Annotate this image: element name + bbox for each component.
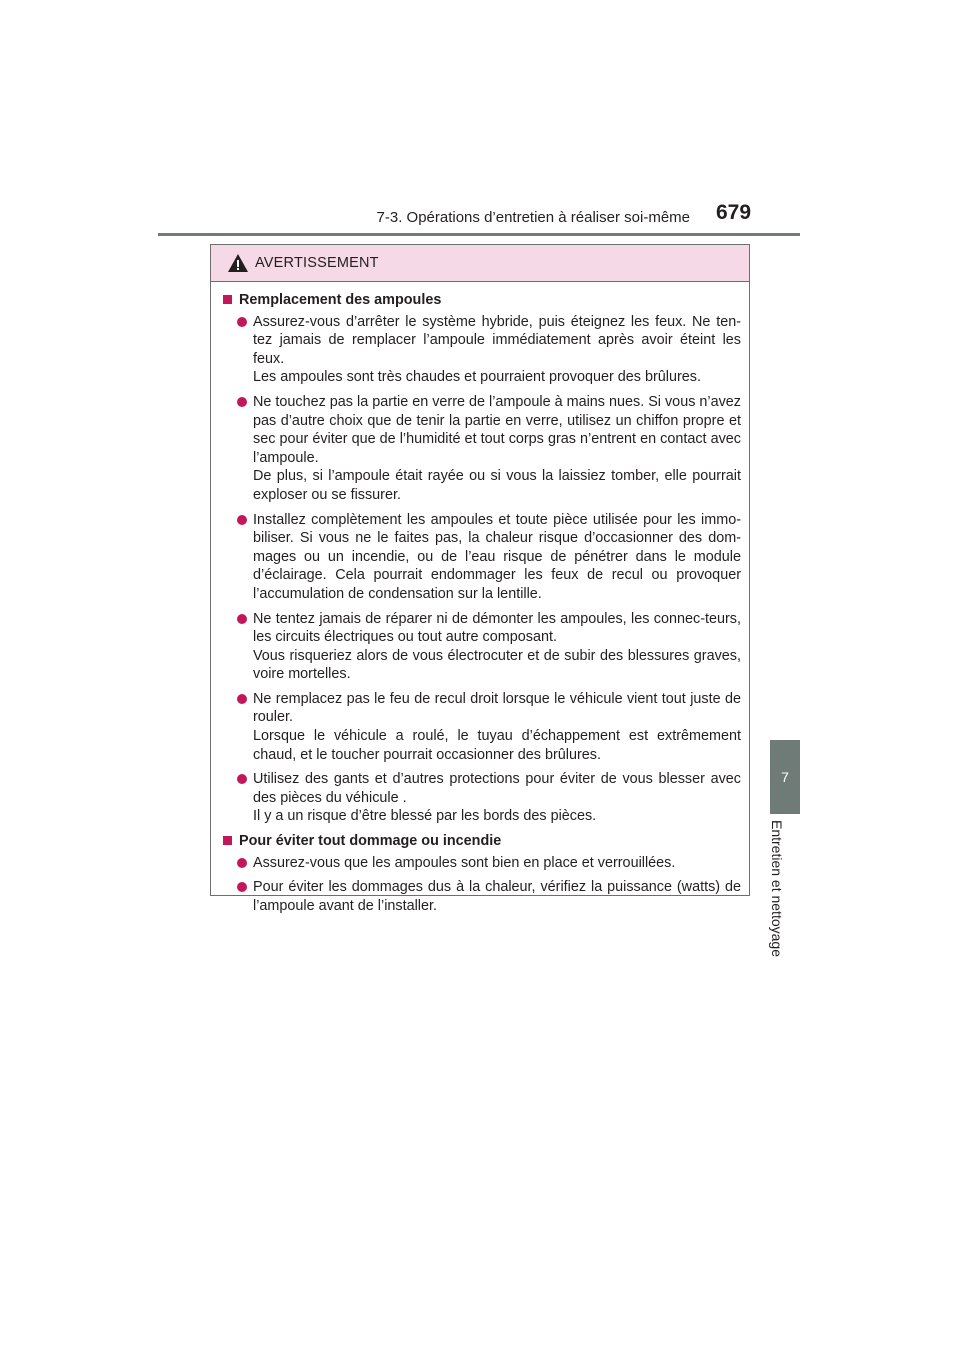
list-item	[221, 393, 741, 505]
list-item-paragraph: Lorsque le véhicule a roulé, le tuyau d’échappement est extrêmement chaud, et le toucher pourrait occasionner des brûlures.	[253, 728, 741, 763]
list-item	[221, 690, 741, 764]
section-heading-text: Remplacement des ampoules	[239, 292, 442, 308]
running-header: 7-3. Opérations d’entretien à réaliser soi-même	[376, 209, 690, 226]
circle-bullet-icon	[237, 317, 247, 327]
list-item-paragraph: Les ampoules sont très chaudes et pourraient provoquer des brûlures.	[253, 369, 701, 386]
section-heading-text: Pour éviter tout dommage ou incendie	[239, 833, 502, 850]
warning-content	[211, 282, 749, 915]
chapter-tab-number: 7	[781, 769, 789, 785]
chapter-tab	[770, 740, 800, 814]
list-item	[221, 610, 741, 684]
list-item	[221, 313, 741, 387]
circle-bullet-icon	[237, 397, 247, 407]
list-item-paragraph: Assurez-vous d’arrêter le système hybride, puis éteignez les feux. Ne ten-tez jamais de remplacer l’ampoule immédiatement après avoir éteint les feux.	[253, 313, 741, 367]
circle-bullet-icon	[237, 614, 247, 624]
square-bullet-icon	[223, 295, 232, 304]
circle-bullet-icon	[237, 515, 247, 525]
list-item-paragraph: Installez complètement les ampoules et toute pièce utilisée pour les immo-biliser. Si vous ne le faites pas, la chaleur risque d’occasionner des dom-mages ou un incendie, ou de l’eau risque de pénétrer dans le module d’éclairage. Cela pourrait endommager les feux de recul ou provoquer l’accumulation de condensation sur la lentille.	[253, 511, 741, 602]
circle-bullet-icon	[237, 694, 247, 704]
page-number: 679	[716, 201, 752, 224]
circle-bullet-icon	[237, 774, 247, 784]
list-item-paragraph: Assurez-vous que les ampoules sont bien en place et verrouillées.	[253, 854, 676, 871]
list-item-paragraph: De plus, si l’ampoule était rayée ou si vous la laissiez tomber, elle pourrait exploser ou se fissurer.	[253, 468, 741, 503]
chapter-side-label: Entretien et nettoyage	[769, 820, 785, 957]
list-item-paragraph: Il y a un risque d’être blessé par les bords des pièces.	[253, 808, 597, 825]
warning-header	[211, 245, 749, 282]
warning-box	[210, 244, 750, 914]
warning-triangle-icon	[227, 253, 249, 273]
header-rule	[158, 233, 800, 236]
section-heading	[221, 291, 741, 310]
list-item	[221, 770, 741, 826]
circle-bullet-icon	[237, 882, 247, 892]
list-item-paragraph: Utilisez des gants et d’autres protections pour éviter de vous blesser avec des pièces du véhicule .	[253, 771, 741, 806]
list-item-paragraph: Vous risqueriez alors de vous électrocuter et de subir des blessures graves, voire mortelles.	[253, 647, 741, 683]
list-item	[221, 854, 741, 873]
list-item-paragraph: Pour éviter les dommages dus à la chaleur, vérifiez la puissance (watts) de l’ampoule avant de l’installer.	[253, 879, 741, 914]
list-item-paragraph: Ne remplacez pas le feu de recul droit lorsque le véhicule vient tout juste de rouler.	[253, 690, 741, 726]
square-bullet-icon	[223, 836, 232, 845]
list-item	[221, 511, 741, 604]
list-item	[221, 878, 741, 915]
list-item-paragraph: Ne tentez jamais de réparer ni de démonter les ampoules, les connec-teurs, les circuits électriques ou tout autre composant.	[253, 610, 741, 646]
circle-bullet-icon	[237, 858, 247, 868]
warning-title: AVERTISSEMENT	[255, 255, 379, 271]
section-heading	[221, 832, 741, 851]
list-item-paragraph: Ne touchez pas la partie en verre de l’ampoule à mains nues. Si vous n’avez pas d’autre choix que de tenir la partie en verre, utilisez un chiffon propre et sec pour éviter que de l’humidité et tout corps gras n’entrent en contact avec l’ampoule.	[253, 393, 741, 466]
